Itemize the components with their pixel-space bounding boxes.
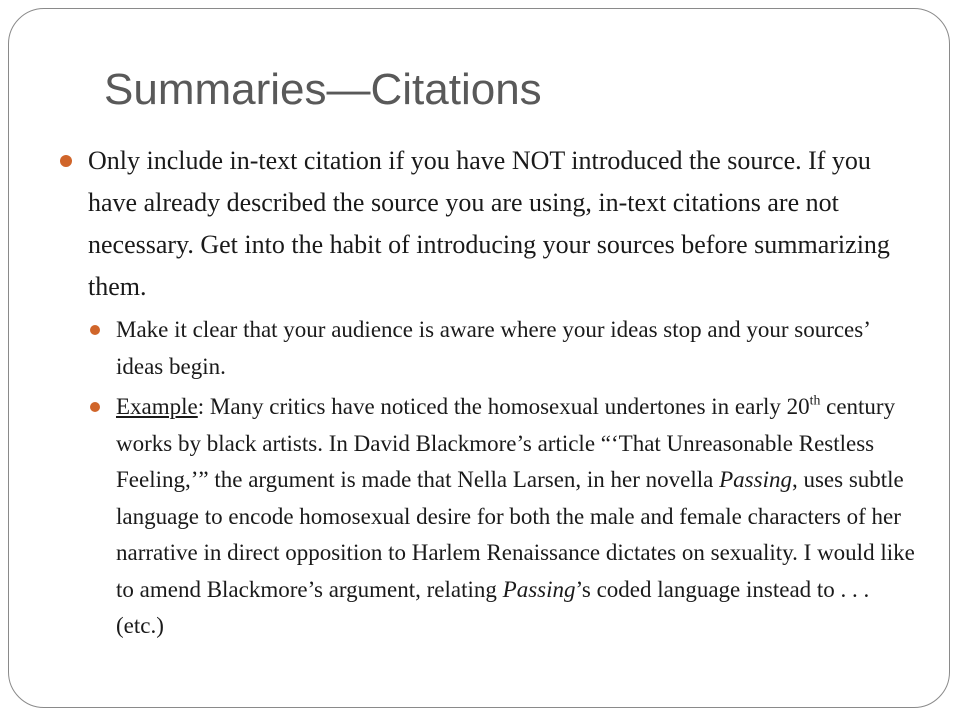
example-text-d: ’s coded language instead to . . . (etc.) <box>116 576 870 638</box>
bullet-sub-clarity <box>88 312 918 385</box>
bullet-dot-icon <box>90 402 100 412</box>
bullet-main <box>58 140 918 308</box>
ordinal-superscript: th <box>809 392 821 408</box>
bullet-sub-example <box>88 389 918 645</box>
example-text-b: century works by black artists. In David Blackmore’s article “‘That Unreasonable Restless Feeling,’” the argument is made that Nella Larsen, in her novella <box>116 394 896 492</box>
example-label: Example <box>116 394 198 419</box>
slide-title: Summaries—Citations <box>104 65 542 114</box>
clarity-text: Make it clear that your audience is aware where your ideas stop and your sources’ ideas begin. <box>116 317 870 379</box>
example-text-a: Many critics have noticed the homosexual undertones in early 20 <box>209 394 810 419</box>
example-text-c: , uses subtle language to encode homosexual desire for both the male and female characters of her narrative in direct opposition to Harlem Renaissance dictates on sexuality. I would like to amend Blackmore’s argument, relating <box>116 467 915 602</box>
bullet-dot-icon <box>60 155 72 167</box>
bullet-dot-icon <box>90 325 100 335</box>
novella-title-2: Passing <box>502 576 576 602</box>
slide-body <box>58 140 918 645</box>
example-separator: : <box>197 394 210 419</box>
novella-title: Passing <box>719 467 792 492</box>
main-point-text: Only include in-text citation if you have NOT introduced the source. If you have already described the source you are using, in-text citations are not necessary. Get into the habit of introducing your sources before summarizing them. <box>88 146 890 301</box>
